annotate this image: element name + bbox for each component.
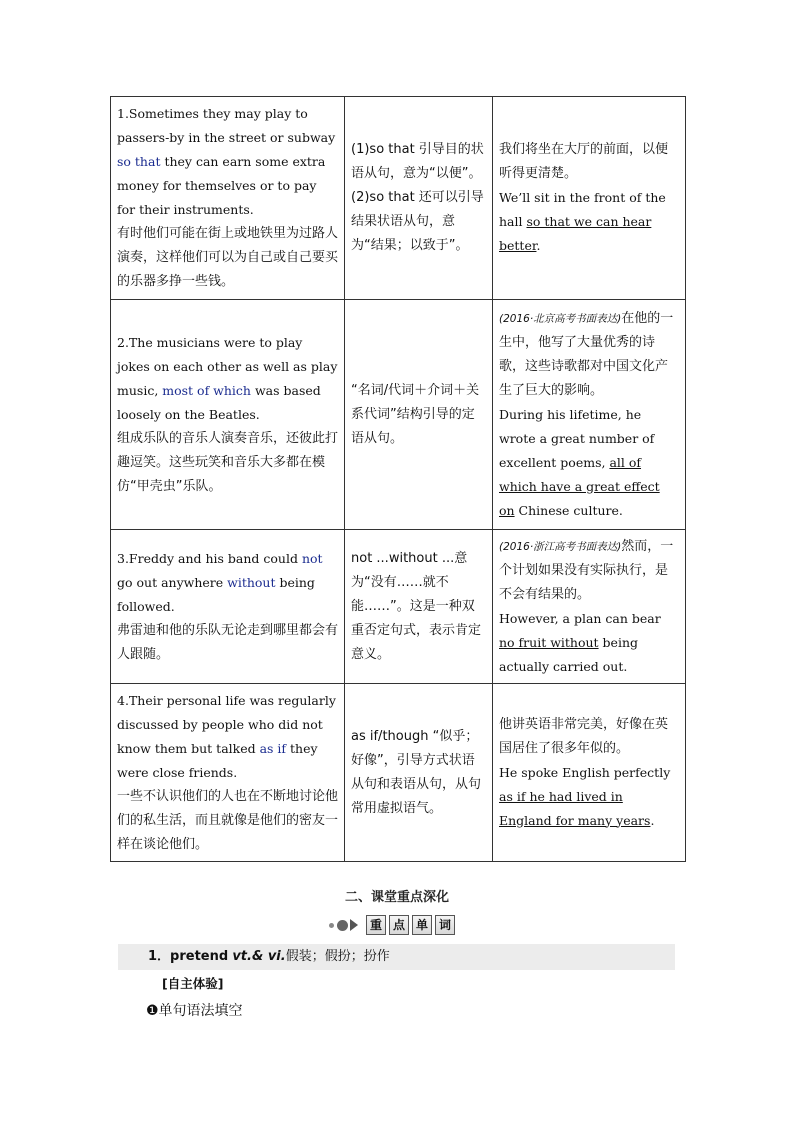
example-cell (111, 97, 345, 300)
example-cell (111, 530, 345, 684)
example-zh: 一些不认识他们的人也在不断地讨论他们的私生活，而且就像是他们的密友一样在谈论他们。 (117, 788, 339, 852)
practice-cell: (2016·北京高考书面表达)在他的一生中，他写了大量优秀的诗歌，这些诗歌都对中国文化产生了巨大的影响。 During his lifetime, he wrote a great number of excellent poems, all of which have a great effect on Chinese culture. (493, 300, 686, 530)
practice-cell: 他讲英语非常完美，好像在英国居住了很多年似的。 He spoke English perfectly as if he had lived in England for many years. (493, 684, 686, 862)
example-en: 3.Freddy and his band could not go out anywhere without being followed. (117, 550, 323, 614)
note-cell: (1)so that 引导目的状语从句，意为“以便”。 (2)so that 还可以引导结果状语从句，意为“结果；以致于”。 (345, 97, 493, 300)
practice-answer: so that we can hear better (499, 214, 652, 253)
bullet-dots-icon (329, 919, 358, 931)
self-experience-label: [自主体验] (162, 976, 224, 991)
table-row (111, 684, 686, 862)
practice-cell: (2016·浙江高考书面表达)然而，一个计划如果没有实际执行，是不会有结果的。 However, a plan can bear no fruit without being actually carried out. (493, 530, 686, 684)
table-row (111, 530, 686, 684)
example-zh: 组成乐队的音乐人演奏音乐，还彼此打趣逗笑。这些玩笑和音乐大多都在模仿“甲壳虫”乐队。 (117, 430, 339, 494)
source-label: (2016·浙江高考书面表达) (499, 540, 622, 553)
note-cell: not ...without ...意为“没有……就不能……”。这是一种双重否定句式，表示肯定意义。 (345, 530, 493, 684)
badge-char: 词 (435, 915, 455, 935)
practice-answer: as if he had lived in England for many years (499, 788, 651, 828)
word-meaning: 假装；假扮；扮作 (285, 949, 390, 964)
table-row (111, 97, 686, 300)
note-cell: as if/though “似乎；好像”，引导方式状语从句和表语从句，从句常用虚拟语气。 (345, 684, 493, 862)
example-cell (111, 684, 345, 862)
example-en: 2.The musicians were to play jokes on each other as well as play music, most of which was based loosely on the Beatles. (117, 334, 338, 422)
practice-answer: all of which have a great effect on (499, 454, 660, 518)
section-title: 二、课堂重点深化 (344, 890, 449, 905)
word-heading: 1．pretend vt.& vi.假装；假扮；扮作 (118, 944, 675, 970)
grammar-table (110, 96, 686, 862)
headword: pretend (170, 949, 229, 964)
exercise-title: ❶单句语法填空 (146, 1003, 243, 1019)
table-row (111, 300, 686, 530)
practice-cell: 我们将坐在大厅的前面，以便听得更清楚。 We’ll sit in the front of the hall so that we can hear better. (493, 97, 686, 300)
source-label: (2016·北京高考书面表达) (499, 312, 622, 325)
example-zh: 弗雷迪和他的乐队无论走到哪里都会有人跟随。 (117, 622, 339, 662)
part-of-speech: vt.& vi. (232, 949, 286, 964)
example-zh: 有时他们可能在街上或地铁里为过路人演奏，这样他们可以为自己或自己要买的乐器多挣一些钱。 (117, 226, 339, 289)
practice-answer: no fruit without (499, 634, 599, 650)
badge-char: 单 (412, 915, 432, 935)
example-en: 1.Sometimes they may play to passers-by in the street or subway so that they can earn some extra money for themselves or to pay for their instruments. (117, 106, 336, 217)
example-cell (111, 300, 345, 530)
badge-char: 点 (389, 915, 409, 935)
note-cell: “名词/代词＋介词＋关系代词”结构引导的定语从句。 (345, 300, 493, 530)
badge-char: 重 (366, 915, 386, 935)
example-en: 4.Their personal life was regularly discussed by people who did not know them but talked as if they were close friends. (117, 692, 336, 780)
key-words-badge (329, 914, 458, 936)
